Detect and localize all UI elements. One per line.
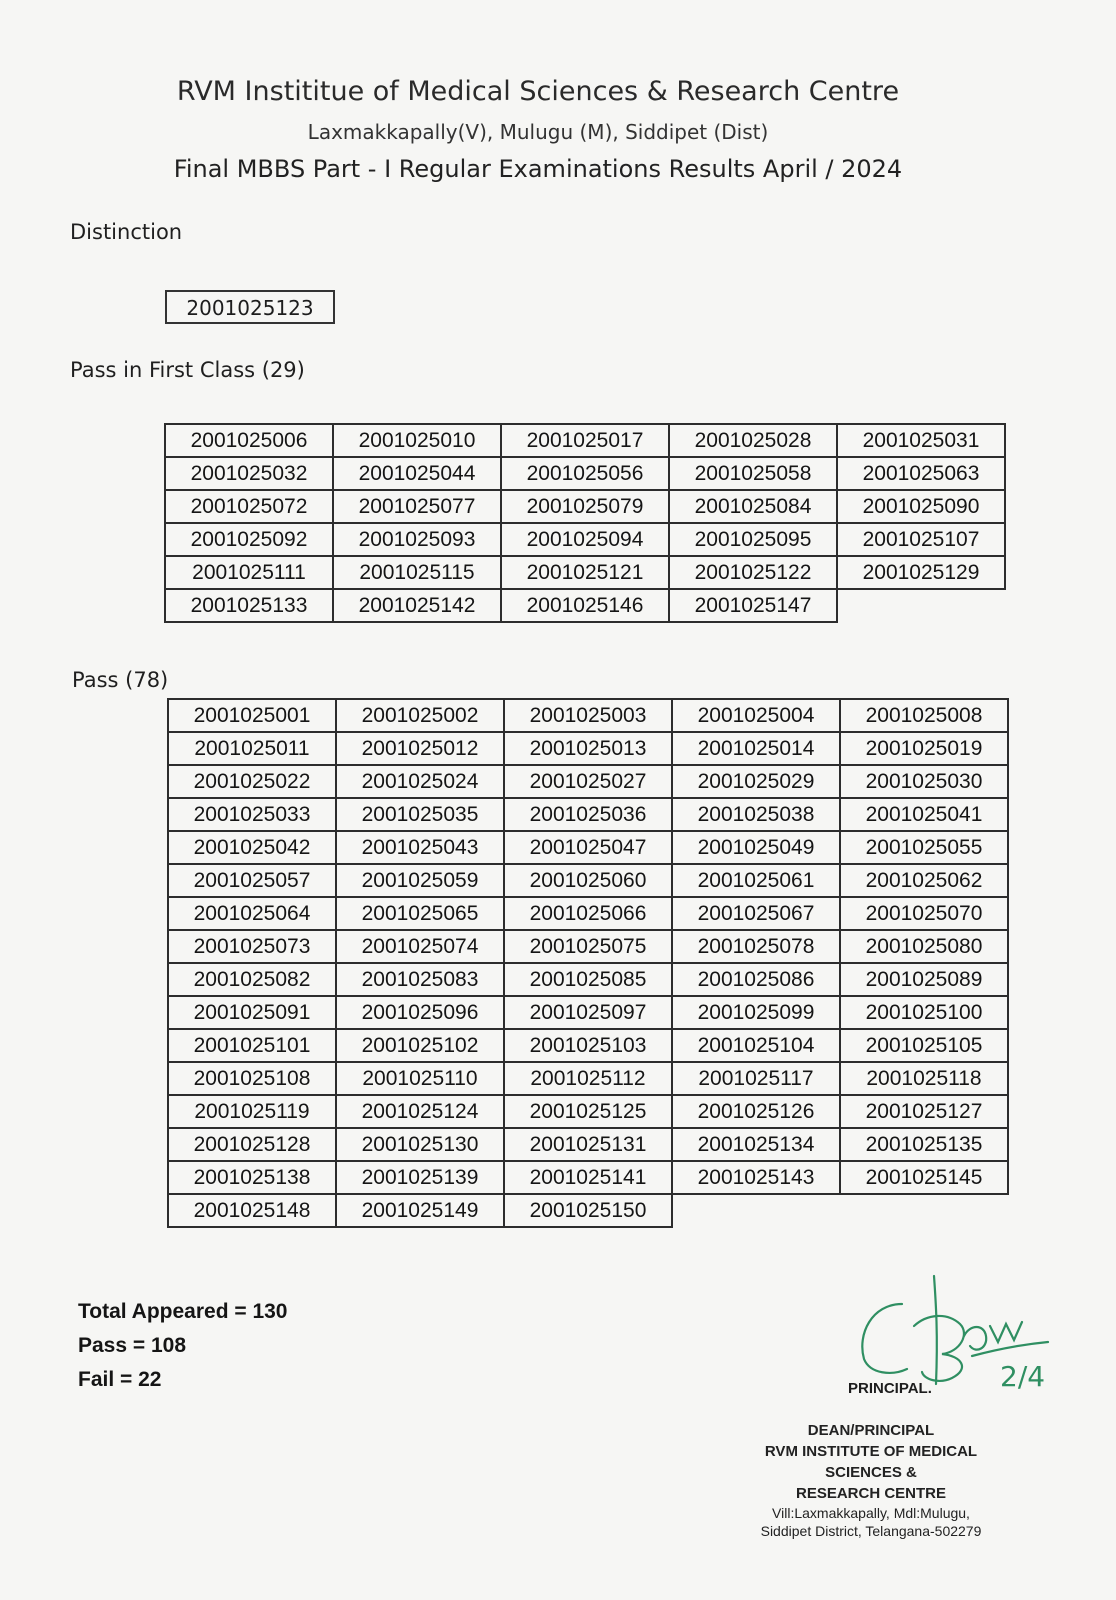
roll-number-cell: 2001025002	[336, 699, 504, 732]
first-class-row	[165, 556, 1005, 589]
roll-number-cell: 2001025086	[672, 963, 840, 996]
roll-number-cell: 2001025042	[168, 831, 336, 864]
stamp-line-3: RESEARCH CENTRE	[795, 1485, 946, 1502]
roll-number-cell: 2001025089	[840, 963, 1008, 996]
roll-number-cell: 2001025043	[336, 831, 504, 864]
roll-number-cell: 2001025019	[840, 732, 1008, 765]
roll-number-cell: 2001025029	[672, 765, 840, 798]
roll-number-cell: 2001025061	[672, 864, 840, 897]
pass-row	[168, 996, 1008, 1029]
roll-number-cell: 2001025104	[672, 1029, 840, 1062]
roll-number-cell: 2001025146	[501, 589, 669, 622]
stamp-line-2: RVM INSTITUTE OF MEDICAL SCIENCES &	[764, 1443, 978, 1481]
roll-number-cell: 2001025078	[672, 930, 840, 963]
roll-number-cell: 2001025010	[333, 424, 501, 457]
roll-number-cell: 2001025066	[504, 897, 672, 930]
roll-number-cell: 2001025110	[336, 1062, 504, 1095]
roll-number-cell: 2001025003	[504, 699, 672, 732]
roll-number-cell: 2001025095	[669, 523, 837, 556]
roll-number-cell: 2001025041	[840, 798, 1008, 831]
roll-number-cell: 2001025031	[837, 424, 1005, 457]
roll-number-cell: 2001025099	[672, 996, 840, 1029]
roll-number-cell: 2001025096	[336, 996, 504, 1029]
roll-number-cell: 2001025036	[504, 798, 672, 831]
roll-number-cell: 2001025149	[336, 1194, 504, 1227]
roll-number-cell: 2001025065	[336, 897, 504, 930]
roll-number-cell: 2001025077	[333, 490, 501, 523]
roll-number-cell: 2001025059	[336, 864, 504, 897]
roll-number-cell: 2001025117	[672, 1062, 840, 1095]
roll-number-cell: 2001025148	[168, 1194, 336, 1227]
signature-date: 2/4	[1000, 1360, 1046, 1393]
roll-number-cell: 2001025047	[504, 831, 672, 864]
roll-number-cell: 2001025138	[168, 1161, 336, 1194]
roll-number-cell: 2001025027	[504, 765, 672, 798]
roll-number-cell: 2001025126	[672, 1095, 840, 1128]
roll-number-cell: 2001025150	[504, 1194, 672, 1227]
roll-number-cell: 2001025128	[168, 1128, 336, 1161]
roll-number-cell: 2001025135	[840, 1128, 1008, 1161]
roll-number-cell: 2001025073	[168, 930, 336, 963]
total-fail: Fail = 22	[78, 1368, 162, 1391]
institute-address: Laxmakkapally(V), Mulugu (M), Siddipet (Dist)	[307, 120, 769, 144]
roll-number-cell: 2001025014	[672, 732, 840, 765]
distinction-heading: Distinction	[70, 220, 183, 244]
empty-cell	[837, 589, 1005, 622]
roll-number-cell: 2001025145	[840, 1161, 1008, 1194]
roll-number-cell: 2001025024	[336, 765, 504, 798]
roll-number-cell: 2001025074	[336, 930, 504, 963]
pass-row	[168, 1062, 1008, 1095]
roll-number-cell: 2001025143	[672, 1161, 840, 1194]
roll-number-cell: 2001025119	[168, 1095, 336, 1128]
roll-number-cell: 2001025064	[168, 897, 336, 930]
roll-number-cell: 2001025055	[840, 831, 1008, 864]
first-class-row	[165, 523, 1005, 556]
roll-number-cell: 2001025122	[669, 556, 837, 589]
roll-number-cell: 2001025049	[672, 831, 840, 864]
roll-number-cell: 2001025035	[336, 798, 504, 831]
roll-number-cell: 2001025044	[333, 457, 501, 490]
principal-label: PRINCIPAL.	[848, 1380, 932, 1397]
roll-number-cell: 2001025008	[840, 699, 1008, 732]
roll-number-cell: 2001025121	[501, 556, 669, 589]
dean-stamp	[736, 1420, 1006, 1540]
roll-number-cell: 2001025012	[336, 732, 504, 765]
roll-number-cell: 2001025141	[504, 1161, 672, 1194]
roll-number-cell: 2001025058	[669, 457, 837, 490]
roll-number-cell: 2001025094	[501, 523, 669, 556]
roll-number-cell: 2001025118	[840, 1062, 1008, 1095]
first-class-row	[165, 457, 1005, 490]
pass-row	[168, 963, 1008, 996]
roll-number-cell: 2001025013	[504, 732, 672, 765]
pass-row	[168, 1128, 1008, 1161]
roll-number-cell: 2001025130	[336, 1128, 504, 1161]
roll-number-cell: 2001025079	[501, 490, 669, 523]
roll-number-cell: 2001025004	[672, 699, 840, 732]
principal-signature	[852, 1274, 1082, 1394]
pass-row	[168, 765, 1008, 798]
stamp-line-4: Vill:Laxmakkapally, Mdl:Mulugu,	[772, 1505, 970, 1521]
roll-number-cell: 2001025067	[672, 897, 840, 930]
roll-number-cell: 2001025063	[837, 457, 1005, 490]
roll-number-cell: 2001025111	[165, 556, 333, 589]
roll-number-cell: 2001025072	[165, 490, 333, 523]
first-class-row	[165, 589, 1005, 622]
roll-number-cell: 2001025085	[504, 963, 672, 996]
roll-number-cell: 2001025070	[840, 897, 1008, 930]
roll-number-cell: 2001025092	[165, 523, 333, 556]
pass-row	[168, 798, 1008, 831]
pass-row	[168, 1194, 1008, 1227]
first-class-row	[165, 424, 1005, 457]
roll-number-cell: 2001025102	[336, 1029, 504, 1062]
roll-number-cell: 2001025105	[840, 1029, 1008, 1062]
roll-number-cell: 2001025033	[168, 798, 336, 831]
pass-row	[168, 864, 1008, 897]
roll-number-cell: 2001025062	[840, 864, 1008, 897]
roll-number-cell: 2001025103	[504, 1029, 672, 1062]
roll-number-cell: 2001025107	[837, 523, 1005, 556]
roll-number-cell: 2001025115	[333, 556, 501, 589]
roll-number-cell: 2001025032	[165, 457, 333, 490]
roll-number-cell: 2001025134	[672, 1128, 840, 1161]
roll-number-cell: 2001025093	[333, 523, 501, 556]
roll-number-cell: 2001025001	[168, 699, 336, 732]
roll-number-cell: 2001025100	[840, 996, 1008, 1029]
roll-number-cell: 2001025090	[837, 490, 1005, 523]
roll-number-cell: 2001025108	[168, 1062, 336, 1095]
roll-number-cell: 2001025127	[840, 1095, 1008, 1128]
total-pass: Pass = 108	[78, 1334, 187, 1357]
roll-number-cell: 2001025011	[168, 732, 336, 765]
roll-number-cell: 2001025142	[333, 589, 501, 622]
exam-title: Final MBBS Part - I Regular Examinations Results April / 2024	[173, 155, 903, 183]
empty-cell	[672, 1194, 840, 1227]
roll-number-cell: 2001025129	[837, 556, 1005, 589]
roll-number-cell: 2001025125	[504, 1095, 672, 1128]
first-class-table	[164, 423, 1006, 623]
roll-number-cell: 2001025082	[168, 963, 336, 996]
pass-row	[168, 1029, 1008, 1062]
roll-number-cell: 2001025101	[168, 1029, 336, 1062]
pass-row	[168, 831, 1008, 864]
pass-row	[168, 897, 1008, 930]
roll-number-cell: 2001025060	[504, 864, 672, 897]
roll-number-cell: 2001025017	[501, 424, 669, 457]
roll-number-cell: 2001025084	[669, 490, 837, 523]
stamp-line-1: DEAN/PRINCIPAL	[807, 1422, 935, 1439]
stamp-line-5: Siddipet District, Telangana-502279	[760, 1523, 982, 1539]
pass-heading: Pass (78)	[72, 668, 169, 692]
pass-row	[168, 1161, 1008, 1194]
roll-number-cell: 2001025075	[504, 930, 672, 963]
roll-number-cell: 2001025028	[669, 424, 837, 457]
roll-number-cell: 2001025022	[168, 765, 336, 798]
roll-number-cell: 2001025038	[672, 798, 840, 831]
pass-table	[167, 698, 1009, 1228]
roll-number-cell: 2001025131	[504, 1128, 672, 1161]
total-appeared: Total Appeared = 130	[78, 1300, 288, 1323]
roll-number-cell: 2001025083	[336, 963, 504, 996]
roll-number-cell: 2001025057	[168, 864, 336, 897]
roll-number-cell: 2001025056	[501, 457, 669, 490]
roll-number-cell: 2001025139	[336, 1161, 504, 1194]
roll-number-cell: 2001025133	[165, 589, 333, 622]
roll-number-cell: 2001025124	[336, 1095, 504, 1128]
roll-number-cell: 2001025080	[840, 930, 1008, 963]
first-class-heading: Pass in First Class (29)	[70, 358, 305, 382]
institute-title: RVM Instititue of Medical Sciences & Research Centre	[176, 76, 900, 107]
roll-number-cell: 2001025030	[840, 765, 1008, 798]
roll-number-cell: 2001025097	[504, 996, 672, 1029]
pass-row	[168, 1095, 1008, 1128]
empty-cell	[840, 1194, 1008, 1227]
pass-row	[168, 699, 1008, 732]
roll-number-cell: 2001025112	[504, 1062, 672, 1095]
distinction-number: 2001025123	[165, 290, 335, 324]
roll-number-cell: 2001025006	[165, 424, 333, 457]
pass-row	[168, 732, 1008, 765]
roll-number-cell: 2001025147	[669, 589, 837, 622]
roll-number-cell: 2001025091	[168, 996, 336, 1029]
first-class-row	[165, 490, 1005, 523]
pass-row	[168, 930, 1008, 963]
